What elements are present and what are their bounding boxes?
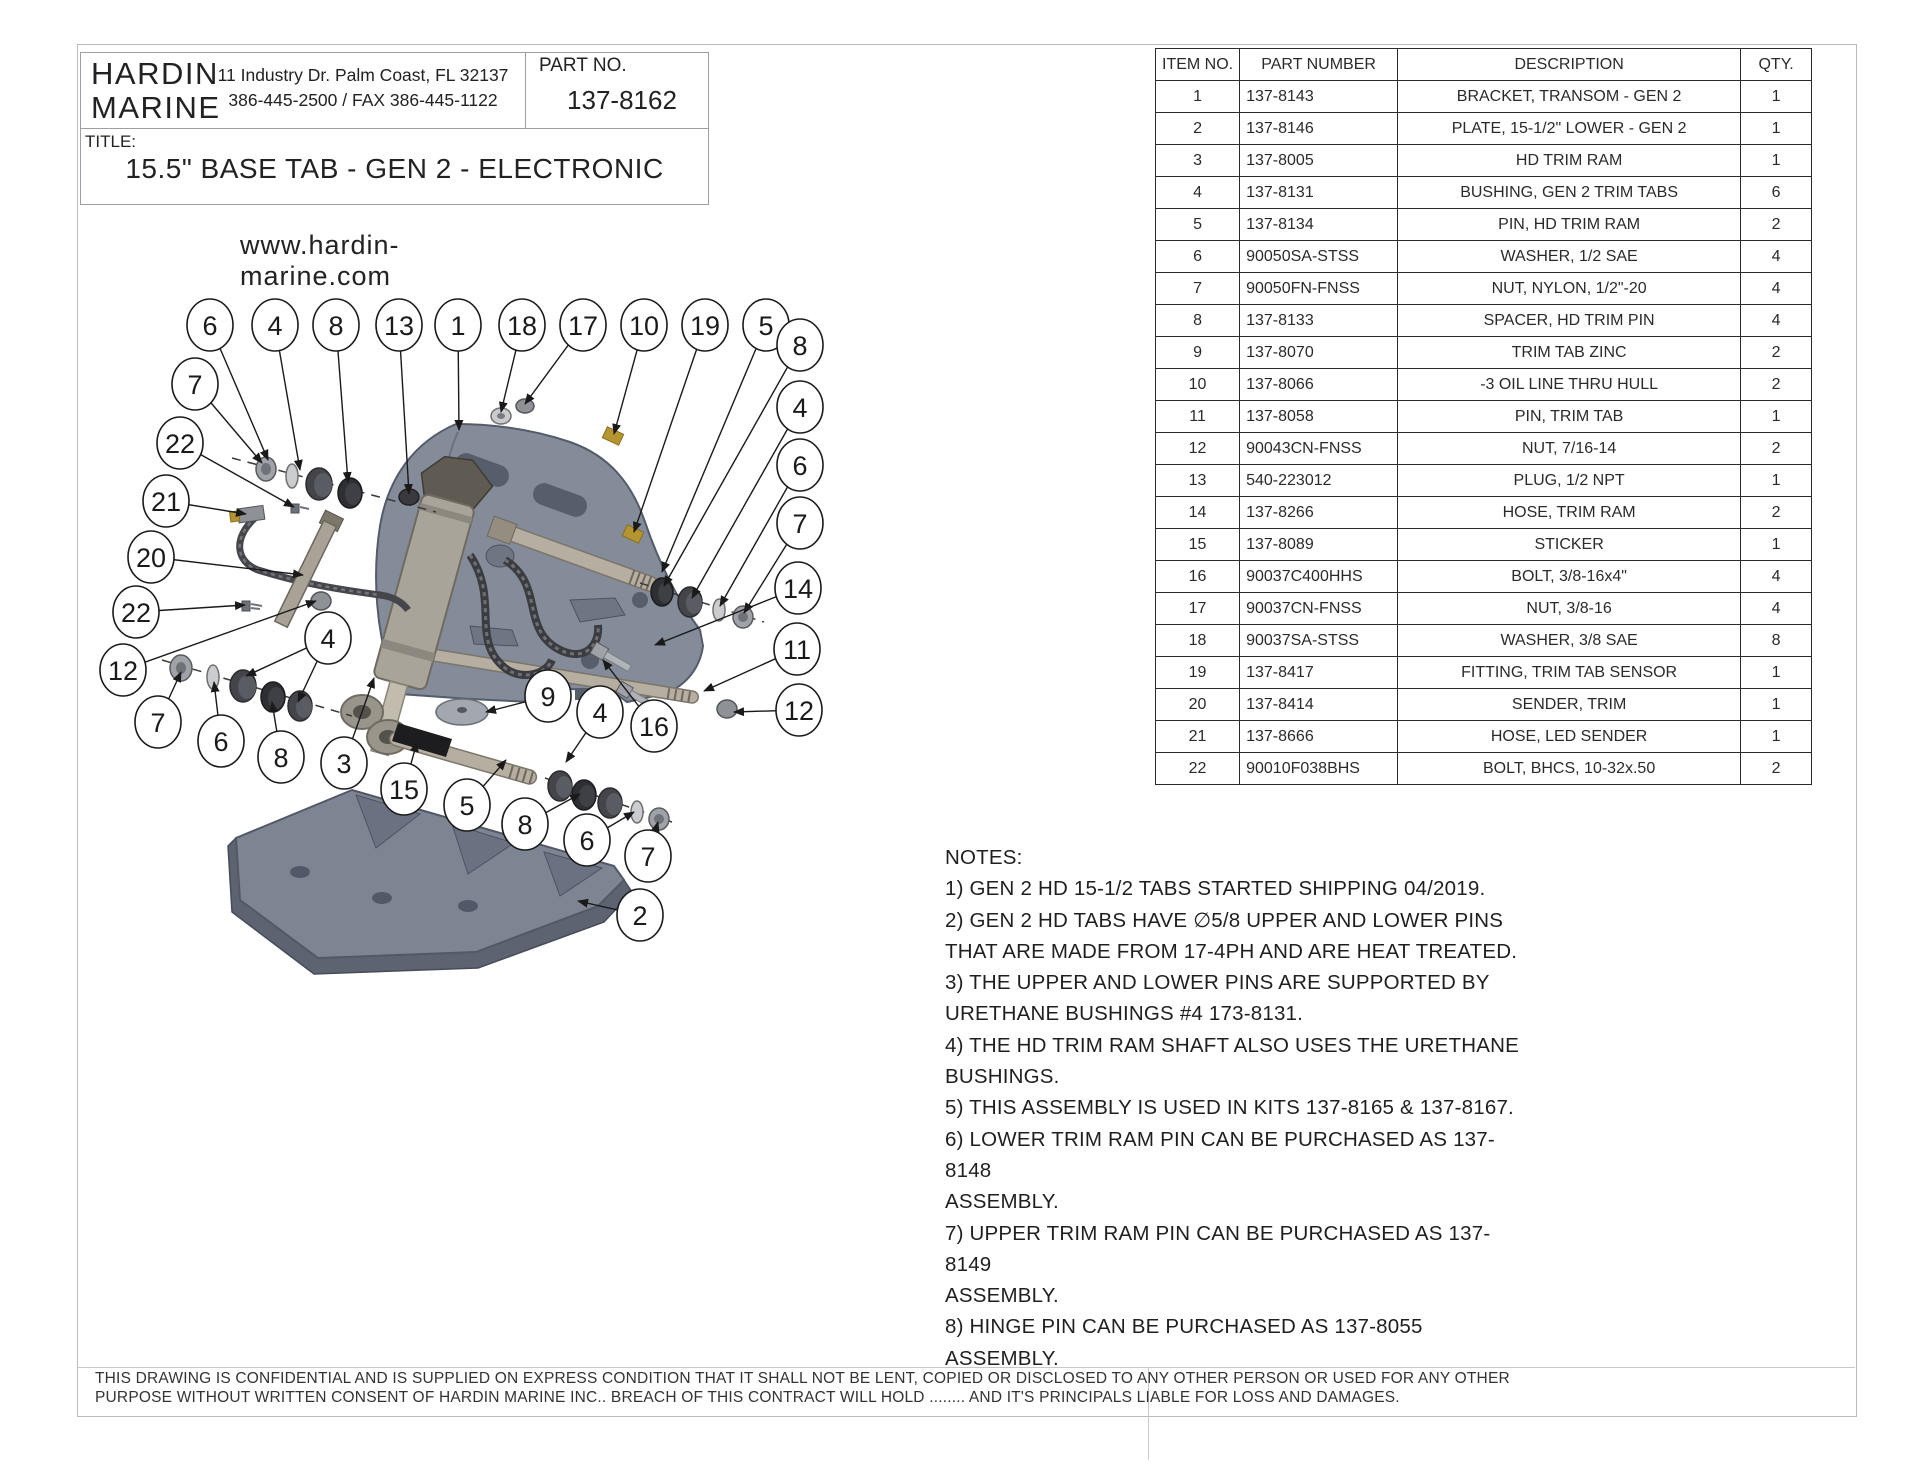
part-number-cell: 90050SA-STSS xyxy=(1240,241,1398,273)
notes-label: NOTES: xyxy=(945,846,1023,869)
callout-number: 6 xyxy=(202,311,218,341)
part-number-cell: 90037C400HHS xyxy=(1240,561,1398,593)
description-cell: SENDER, TRIM xyxy=(1398,689,1741,721)
item-no-cell: 9 xyxy=(1156,337,1240,369)
callout-number: 8 xyxy=(273,743,289,773)
callout-leader-line xyxy=(662,325,766,572)
item-no-cell: 13 xyxy=(1156,465,1240,497)
description-cell: PIN, TRIM TAB xyxy=(1398,401,1741,433)
description-cell: PLATE, 15-1/2" LOWER - GEN 2 xyxy=(1398,113,1741,145)
callout-number: 4 xyxy=(320,624,336,654)
description-cell: BUSHING, GEN 2 TRIM TABS xyxy=(1398,177,1741,209)
qty-cell: 1 xyxy=(1741,529,1812,561)
trim-tab-zinc-shape xyxy=(436,699,488,725)
description-cell: BRACKET, TRANSOM - GEN 2 xyxy=(1398,81,1741,113)
item-no-cell: 11 xyxy=(1156,401,1240,433)
company-line2: MARINE xyxy=(91,90,221,125)
callout-number: 18 xyxy=(506,311,538,341)
part-number-cell: 137-8417 xyxy=(1240,657,1398,689)
callout-number: 17 xyxy=(567,311,599,341)
callout-number: 10 xyxy=(628,311,660,341)
callout-number: 3 xyxy=(336,749,352,779)
part-number-cell: 137-8666 xyxy=(1240,721,1398,753)
item-no-cell: 15 xyxy=(1156,529,1240,561)
callout-number: 6 xyxy=(792,451,808,481)
qty-cell: 2 xyxy=(1741,337,1812,369)
title-label: TITLE: xyxy=(85,132,137,151)
part-number-cell: 90037CN-FNSS xyxy=(1240,593,1398,625)
callout-number: 5 xyxy=(459,791,475,821)
note-line: 2) GEN 2 HD TABS HAVE ∅5/8 UPPER AND LOWER PINS xyxy=(945,908,1504,932)
part-number-cell: 90010F038BHS xyxy=(1240,753,1398,785)
part-number-cell: 137-8058 xyxy=(1240,401,1398,433)
qty-cell: 1 xyxy=(1741,113,1812,145)
base-tab-plate-shape xyxy=(228,790,632,974)
callout-number: 6 xyxy=(213,727,229,757)
trim-sender-shape xyxy=(272,510,343,628)
part-number-cell: 137-8266 xyxy=(1240,497,1398,529)
callout-number: 21 xyxy=(150,487,182,517)
item-no-cell: 21 xyxy=(1156,721,1240,753)
item-no-cell: 5 xyxy=(1156,209,1240,241)
callout-number: 20 xyxy=(135,543,167,573)
callout-number: 16 xyxy=(638,712,670,742)
part-number-cell: 90050FN-FNSS xyxy=(1240,273,1398,305)
note-line: 1) GEN 2 HD 15-1/2 TABS STARTED SHIPPING 04/2019. xyxy=(945,877,1486,901)
item-no-cell: 16 xyxy=(1156,561,1240,593)
hinge-pin-nut-shape xyxy=(717,700,737,718)
item-no-cell: 10 xyxy=(1156,369,1240,401)
qty-cell: 1 xyxy=(1741,657,1812,689)
note-line: ASSEMBLY. xyxy=(945,1284,1059,1308)
qty-cell: 6 xyxy=(1741,177,1812,209)
part-number-cell: 137-8005 xyxy=(1240,145,1398,177)
part-number-cell: 137-8414 xyxy=(1240,689,1398,721)
disclaimer-line1: THIS DRAWING IS CONFIDENTIAL AND IS SUPPLIED ON EXPRESS CONDITION THAT IT SHALL NOT BE LENT, COPIED OR DISCLOSED TO ANY OTHER PERSON OR USED FOR ANY OTHER xyxy=(95,1370,1510,1387)
callout-number: 7 xyxy=(792,509,808,539)
callout-number: 9 xyxy=(540,682,556,712)
address-line1: 11 Industry Dr. Palm Coast, FL 32137 xyxy=(217,65,509,85)
item-no-cell: 3 xyxy=(1156,145,1240,177)
qty-cell: 1 xyxy=(1741,721,1812,753)
callout-number: 8 xyxy=(328,311,344,341)
item-no-cell: 7 xyxy=(1156,273,1240,305)
callout-number: 12 xyxy=(783,696,815,726)
qty-cell: 1 xyxy=(1741,145,1812,177)
item-no-cell: 19 xyxy=(1156,657,1240,689)
note-line: 8) HINGE PIN CAN BE PURCHASED AS 137-8055 ASSEMBLY. xyxy=(945,1315,1423,1370)
qty-cell: 1 xyxy=(1741,465,1812,497)
callout-number: 11 xyxy=(782,635,812,665)
item-no-cell: 20 xyxy=(1156,689,1240,721)
callout-number: 7 xyxy=(150,708,166,738)
address-line2: 386-445-2500 / FAX 386-445-1122 xyxy=(228,90,498,110)
part-no-value: 137-8162 xyxy=(567,85,677,115)
qty-cell: 4 xyxy=(1741,561,1812,593)
callout-number: 4 xyxy=(792,393,808,423)
qty-cell: 1 xyxy=(1741,689,1812,721)
description-cell: SPACER, HD TRIM PIN xyxy=(1398,305,1741,337)
qty-cell: 2 xyxy=(1741,753,1812,785)
note-line: 7) UPPER TRIM RAM PIN CAN BE PURCHASED AS 137-8149 xyxy=(945,1221,1491,1276)
item-no-cell: 18 xyxy=(1156,625,1240,657)
part-number-cell: 540-223012 xyxy=(1240,465,1398,497)
part-number-cell: 137-8143 xyxy=(1240,81,1398,113)
qty-cell: 1 xyxy=(1741,81,1812,113)
callout-number: 2 xyxy=(632,901,648,931)
callout-number: 7 xyxy=(187,370,203,400)
qty-cell: 4 xyxy=(1741,593,1812,625)
item-no-cell: 12 xyxy=(1156,433,1240,465)
item-no-cell: 1 xyxy=(1156,81,1240,113)
description-cell: NUT, 7/16-14 xyxy=(1398,433,1741,465)
callout-number: 1 xyxy=(450,311,466,341)
description-cell: NUT, 3/8-16 xyxy=(1398,593,1741,625)
part-number-cell: 137-8089 xyxy=(1240,529,1398,561)
part-number-cell: 137-8146 xyxy=(1240,113,1398,145)
qty-cell: 4 xyxy=(1741,273,1812,305)
note-line: URETHANE BUSHINGS #4 173-8131. xyxy=(945,1002,1304,1026)
note-line: ASSEMBLY. xyxy=(945,1190,1059,1214)
column-header: ITEM NO. xyxy=(1156,49,1240,81)
item-no-cell: 14 xyxy=(1156,497,1240,529)
qty-cell: 8 xyxy=(1741,625,1812,657)
column-header: QTY. xyxy=(1741,49,1812,81)
note-line: BUSHINGS. xyxy=(945,1065,1060,1089)
callout-number: 14 xyxy=(782,574,814,604)
description-cell: HOSE, TRIM RAM xyxy=(1398,497,1741,529)
callout-leader-line xyxy=(634,325,705,532)
callout-number: 4 xyxy=(592,698,608,728)
qty-cell: 1 xyxy=(1741,401,1812,433)
item-no-cell: 17 xyxy=(1156,593,1240,625)
callout-number: 7 xyxy=(640,842,656,872)
qty-cell: 4 xyxy=(1741,241,1812,273)
callout-number: 22 xyxy=(120,598,152,628)
part-number-cell: 90043CN-FNSS xyxy=(1240,433,1398,465)
callout-number: 8 xyxy=(792,331,808,361)
note-line: 3) THE UPPER AND LOWER PINS ARE SUPPORTED BY xyxy=(945,971,1490,995)
item-no-cell: 6 xyxy=(1156,241,1240,273)
note-line: 5) THIS ASSEMBLY IS USED IN KITS 137-8165 & 137-8167. xyxy=(945,1096,1514,1120)
description-cell: STICKER xyxy=(1398,529,1741,561)
lower-right-hardware-stack xyxy=(548,771,669,830)
item-no-cell: 8 xyxy=(1156,305,1240,337)
part-no-label: PART NO. xyxy=(539,55,627,76)
qty-cell: 2 xyxy=(1741,497,1812,529)
callout-number: 8 xyxy=(517,810,533,840)
note-line: 6) LOWER TRIM RAM PIN CAN BE PURCHASED AS 137-8148 xyxy=(945,1127,1495,1182)
description-cell: FITTING, TRIM TAB SENSOR xyxy=(1398,657,1741,689)
description-cell: -3 OIL LINE THRU HULL xyxy=(1398,369,1741,401)
description-cell: BOLT, 3/8-16x4" xyxy=(1398,561,1741,593)
callout-number: 6 xyxy=(579,826,595,856)
qty-cell: 2 xyxy=(1741,209,1812,241)
company-line1: HARDIN xyxy=(91,56,219,91)
drawing-title: 15.5" BASE TAB - GEN 2 - ELECTRONIC xyxy=(125,153,664,184)
callout-number: 15 xyxy=(388,775,420,805)
item-no-cell: 22 xyxy=(1156,753,1240,785)
description-cell: PLUG, 1/2 NPT xyxy=(1398,465,1741,497)
description-cell: TRIM TAB ZINC xyxy=(1398,337,1741,369)
column-header: DESCRIPTION xyxy=(1398,49,1741,81)
callout-number: 13 xyxy=(383,311,415,341)
description-cell: HD TRIM RAM xyxy=(1398,145,1741,177)
part-number-cell: 137-8070 xyxy=(1240,337,1398,369)
callout-number: 19 xyxy=(689,311,721,341)
part-number-cell: 137-8134 xyxy=(1240,209,1398,241)
description-cell: PIN, HD TRIM RAM xyxy=(1398,209,1741,241)
callout-number: 22 xyxy=(164,429,196,459)
part-number-cell: 137-8133 xyxy=(1240,305,1398,337)
description-cell: NUT, NYLON, 1/2"-20 xyxy=(1398,273,1741,305)
callout-number: 12 xyxy=(107,656,139,686)
qty-cell: 2 xyxy=(1741,433,1812,465)
note-line: THAT ARE MADE FROM 17-4PH AND ARE HEAT TREATED. xyxy=(945,939,1518,963)
part-number-cell: 90037SA-STSS xyxy=(1240,625,1398,657)
note-line: 4) THE HD TRIM RAM SHAFT ALSO USES THE URETHANE xyxy=(945,1033,1520,1057)
qty-cell: 2 xyxy=(1741,369,1812,401)
description-cell: WASHER, 3/8 SAE xyxy=(1398,625,1741,657)
description-cell: BOLT, BHCS, 10-32x.50 xyxy=(1398,753,1741,785)
callout-number: 4 xyxy=(267,311,283,341)
callout-number: 5 xyxy=(758,311,774,341)
part-number-cell: 137-8131 xyxy=(1240,177,1398,209)
column-header: PART NUMBER xyxy=(1240,49,1398,81)
disclaimer-line2: PURPOSE WITHOUT WRITTEN CONSENT OF HARDIN MARINE INC.. BREACH OF THIS CONTRACT WILL HOLD ........ AND IT'S PRINCIPALS LIABLE FOR LOSS AND DAMAGES. xyxy=(95,1388,1400,1406)
lower-left-hardware-stack xyxy=(170,655,312,721)
website-url: www.hardin-marine.com xyxy=(240,230,400,291)
qty-cell: 4 xyxy=(1741,305,1812,337)
part-number-cell: 137-8066 xyxy=(1240,369,1398,401)
item-no-cell: 2 xyxy=(1156,113,1240,145)
item-no-cell: 4 xyxy=(1156,177,1240,209)
description-cell: WASHER, 1/2 SAE xyxy=(1398,241,1741,273)
description-cell: HOSE, LED SENDER xyxy=(1398,721,1741,753)
